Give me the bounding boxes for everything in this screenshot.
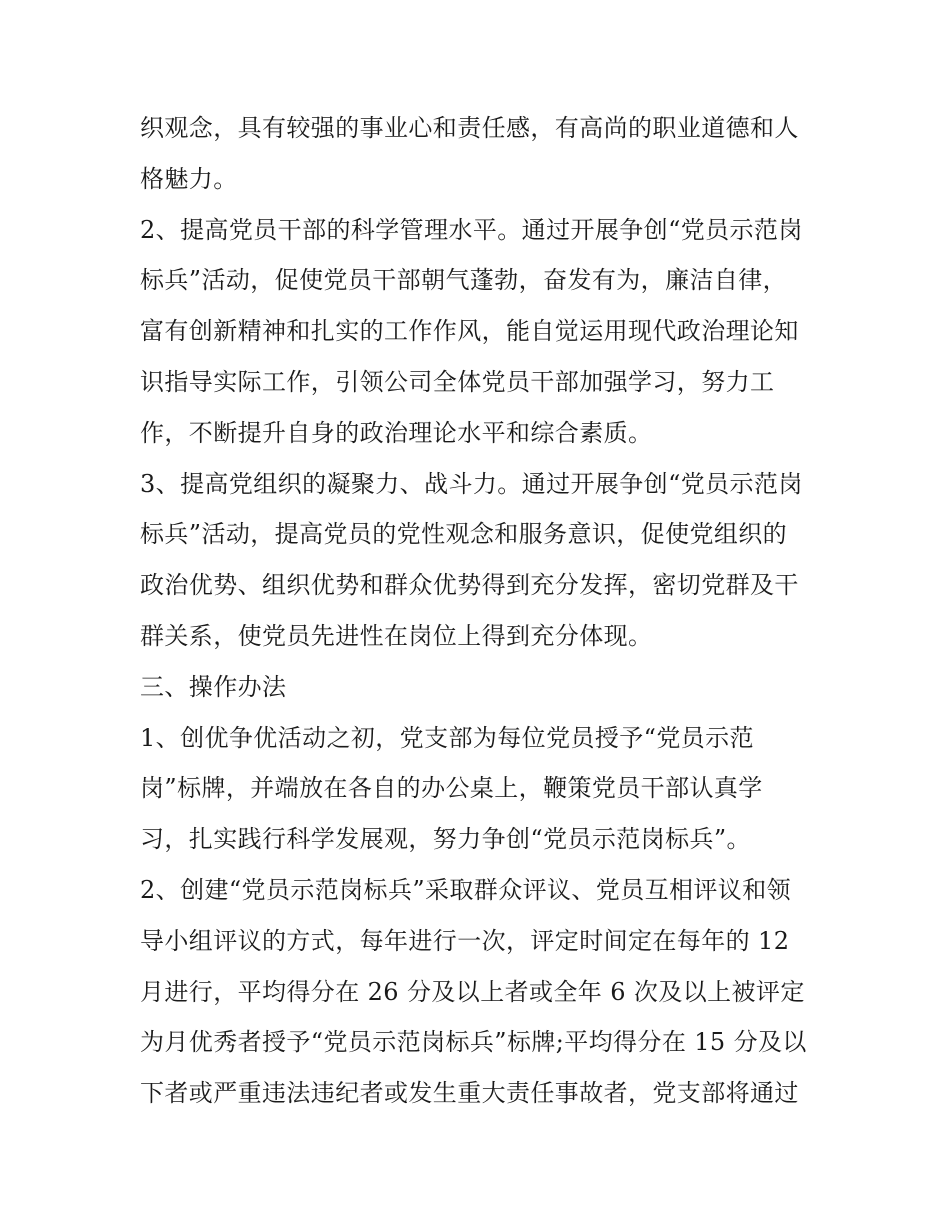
text-line: 月进行，平均得分在 26 分及以上者或全年 6 次及以上被评定 — [140, 977, 805, 1006]
text-line: 岗”标牌，并端放在各自的办公桌上，鞭策党员干部认真学 — [140, 774, 763, 803]
text-line: 1、创优争优活动之初，党支部为每位党员授予“党员示范 — [140, 723, 754, 752]
text-line: 下者或严重违法违纪者或发生重大责任事故者，党支部将通过 — [140, 1079, 799, 1108]
text-line: 标兵”活动，提高党员的党性观念和服务意识，促使党组织的 — [140, 520, 788, 549]
text-line: 导小组评议的方式，每年进行一次，评定时间定在每年的 12 — [140, 926, 790, 955]
text-line: 3、提高党组织的凝聚力、战斗力。通过开展争创“党员示范岗 — [140, 469, 803, 498]
text-line: 格魅力。 — [140, 164, 238, 193]
text-line: 2、创建“党员示范岗标兵”采取群众评议、党员互相评议和领 — [140, 875, 792, 904]
text-line: 为月优秀者授予“党员示范岗标兵”标牌;平均得分在 15 分及以 — [140, 1028, 807, 1057]
text-line: 政治优势、组织优势和群众优势得到充分发挥，密切党群及干 — [140, 571, 799, 600]
text-line: 织观念，具有较强的事业心和责任感，有高尚的职业道德和人 — [140, 114, 799, 142]
document-body — [140, 103, 820, 1119]
section-heading: 三、操作办法 — [140, 672, 287, 701]
text-line: 识指导实际工作，引领公司全体党员干部加强学习，努力工 — [140, 367, 775, 396]
text-line: 标兵”活动，促使党员干部朝气蓬勃，奋发有为，廉洁自律， — [140, 266, 788, 295]
text-line: 作，不断提升自身的政治理论水平和综合素质。 — [140, 418, 653, 447]
text-line: 群关系，使党员先进性在岗位上得到充分体现。 — [140, 621, 653, 650]
text-line: 2、提高党员干部的科学管理水平。通过开展争创“党员示范岗 — [140, 215, 803, 244]
text-line: 富有创新精神和扎实的工作作风，能自觉运用现代政治理论知 — [140, 317, 799, 346]
text-line: 习，扎实践行科学发展观，努力争创“党员示范岗标兵”。 — [140, 825, 751, 854]
